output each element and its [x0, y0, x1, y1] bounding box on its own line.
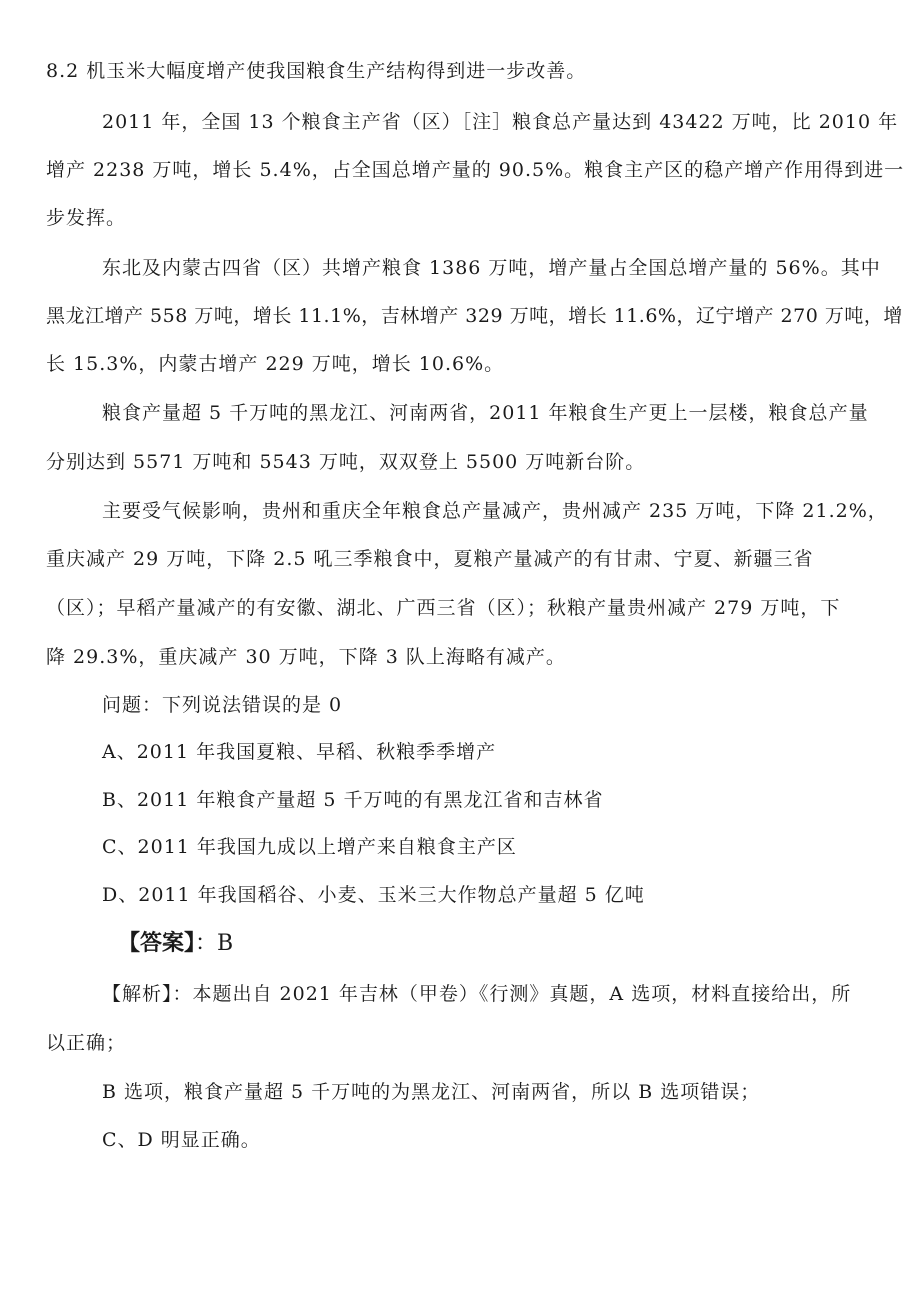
analysis-line-1: 【解析】：本题出自 2021 年吉林（甲卷）《行测》真题，A 选项，材料直接给出，所 — [102, 983, 852, 1005]
paragraph-2-line-2: 黑龙江增产 558 万吨，增长 11.1%，吉林增产 329 万吨，增长 11.6%，辽宁增产 270 万吨，增 — [46, 305, 903, 327]
paragraph-1-line-3: 步发挥。 — [46, 207, 127, 229]
paragraph-3-line-2: 分别达到 5571 万吨和 5543 万吨，双双登上 5500 万吨新台阶。 — [46, 451, 646, 473]
paragraph-1-line-2: 增产 2238 万吨，增长 5.4%，占全国总增产量的 90.5%。粮食主产区的稳产增产作用得到进一 — [46, 159, 905, 181]
answer-value: ：B — [195, 931, 234, 956]
paragraph-3-line-1: 粮食产量超 5 千万吨的黑龙江、河南两省，2011 年粮食生产更上一层楼，粮食总产量 — [102, 402, 869, 424]
analysis-line-2: 以正确； — [46, 1032, 127, 1054]
paragraph-4-line-4: 降 29.3%，重庆减产 30 万吨，下降 3 队上海略有减产。 — [46, 646, 566, 668]
paragraph-4-line-1: 主要受气候影响，贵州和重庆全年粮食总产量减产，贵州减产 235 万吨，下降 21.2%， — [102, 500, 888, 522]
analysis-line-4: C、D 明显正确。 — [102, 1129, 261, 1151]
option-c: C、2011 年我国九成以上增产来自粮食主产区 — [102, 836, 517, 858]
paragraph-2-line-1: 东北及内蒙古四省（区）共增产粮食 1386 万吨，增产量占全国总增产量的 56%。其中 — [102, 257, 881, 279]
analysis-line-3: B 选项，粮食产量超 5 千万吨的为黑龙江、河南两省，所以 B 选项错误； — [102, 1081, 761, 1103]
answer-label: 【答案】 — [118, 931, 196, 956]
paragraph-1-line-1: 2011 年，全国 13 个粮食主产省（区）［注］粮食总产量达到 43422 万吨，比 2010 年 — [102, 111, 899, 133]
paragraph-4-line-3: （区）；早稻产量减产的有安徽、湖北、广西三省（区）；秋粮产量贵州减产 279 万吨，下 — [46, 597, 841, 619]
question-text: 问题：下列说法错误的是 0 — [102, 694, 343, 716]
option-a: A、2011 年我国夏粮、早稻、秋粮季季增产 — [102, 741, 497, 763]
answer-line — [118, 929, 233, 959]
option-b: B、2011 年粮食产量超 5 千万吨的有黑龙江省和吉林省 — [102, 789, 604, 811]
paragraph-2-line-3: 长 15.3%，内蒙古增产 229 万吨，增长 10.6%。 — [46, 353, 505, 375]
intro-tail: 8.2 机玉米大幅度增产使我国粮食生产结构得到进一步改善。 — [46, 60, 587, 82]
option-d: D、2011 年我国稻谷、小麦、玉米三大作物总产量超 5 亿吨 — [102, 884, 645, 906]
paragraph-4-line-2: 重庆减产 29 万吨，下降 2.5 吼三季粮食中，夏粮产量减产的有甘肃、宁夏、新疆三省 — [46, 548, 814, 570]
